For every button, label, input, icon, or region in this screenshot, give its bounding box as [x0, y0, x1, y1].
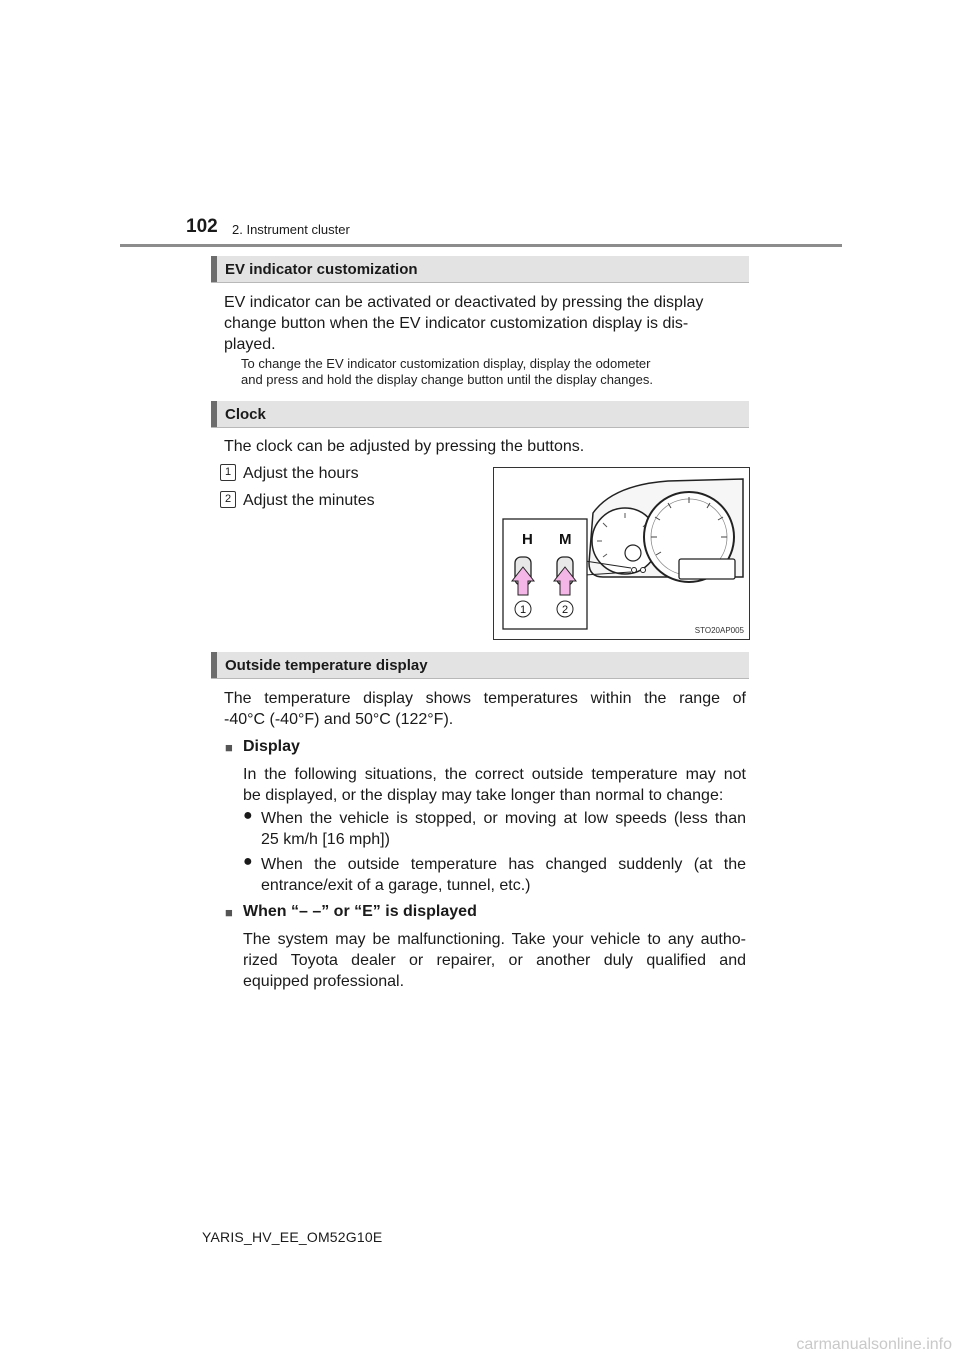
section-title: Outside temperature display	[225, 657, 428, 674]
temp-intro	[224, 688, 746, 730]
instrument-cluster-figure	[493, 467, 750, 640]
button-h-label: H	[522, 531, 533, 548]
when-line-2: rized Toyota dealer or repairer, or another duly qualified and	[243, 952, 746, 969]
section-heading-clock	[211, 401, 749, 428]
square-bullet-icon: ■	[225, 740, 233, 755]
section-title: EV indicator customization	[225, 261, 418, 278]
clock-intro: The clock can be adjusted by pressing the buttons.	[224, 438, 585, 455]
when-displayed-heading: When “– –” or “E” is displayed	[243, 903, 477, 920]
figure-callout-1: 1	[519, 604, 527, 616]
ev-line-3: played.	[224, 336, 276, 353]
temp-intro-line-1: The temperature display shows temperatures within the range of	[224, 690, 746, 707]
bullet-low-speed	[261, 808, 746, 850]
bullet2-line-2: entrance/exit of a garage, tunnel, etc.)	[261, 877, 531, 894]
figure-code: STO20AP005	[694, 626, 744, 635]
bullet1-line-2: 25 km/h [16 mph])	[261, 831, 390, 848]
display-heading: Display	[243, 738, 300, 755]
ev-note-line-1: To change the EV indicator customization display, display the odometer	[241, 356, 651, 371]
watermark: carmanualsonline.info	[796, 1336, 952, 1353]
button-m-label: M	[559, 531, 572, 548]
when-line-3: equipped professional.	[243, 973, 405, 990]
display-description	[243, 764, 746, 806]
ev-line-2: change button when the EV indicator customization display is dis-	[224, 315, 689, 332]
malfunction-description	[243, 929, 746, 992]
section-title: Clock	[225, 406, 266, 423]
bullet-dot-icon: ●	[243, 807, 253, 824]
bullet1-line-1: When the vehicle is stopped, or moving at low speeds (less than	[261, 810, 746, 827]
bullet-temperature-change	[261, 854, 746, 896]
ev-note-line-2: and press and hold the display change button until the display changes.	[241, 372, 653, 387]
section-heading-ev-indicator	[211, 256, 749, 283]
display-line-2: be displayed, or the display may take longer than normal to change:	[243, 787, 724, 804]
ev-line-1: EV indicator can be activated or deactivated by pressing the display	[224, 294, 704, 311]
page-number: 102	[186, 216, 218, 237]
display-line-1: In the following situations, the correct outside temperature may not	[243, 766, 746, 783]
figure-callout-2: 2	[561, 604, 569, 616]
ev-description	[224, 292, 746, 355]
chapter-title: 2. Instrument cluster	[232, 222, 350, 237]
step-number-1: 1	[220, 464, 236, 481]
bullet-dot-icon: ●	[243, 853, 253, 870]
temp-intro-line-2: -40°C (-40°F) and 50°C (122°F).	[224, 711, 454, 728]
document-code: YARIS_HV_EE_OM52G10E	[202, 1229, 383, 1245]
ev-note	[241, 356, 746, 388]
step-label-hours: Adjust the hours	[243, 465, 359, 482]
when-line-1: The system may be malfunctioning. Take your vehicle to any autho-	[243, 931, 746, 948]
step-label-minutes: Adjust the minutes	[243, 492, 375, 509]
bullet2-line-1: When the outside temperature has changed suddenly (at the	[261, 856, 746, 873]
section-heading-outside-temperature	[211, 652, 749, 679]
header-rule	[120, 244, 842, 247]
step-number-2: 2	[220, 491, 236, 508]
square-bullet-icon: ■	[225, 905, 233, 920]
